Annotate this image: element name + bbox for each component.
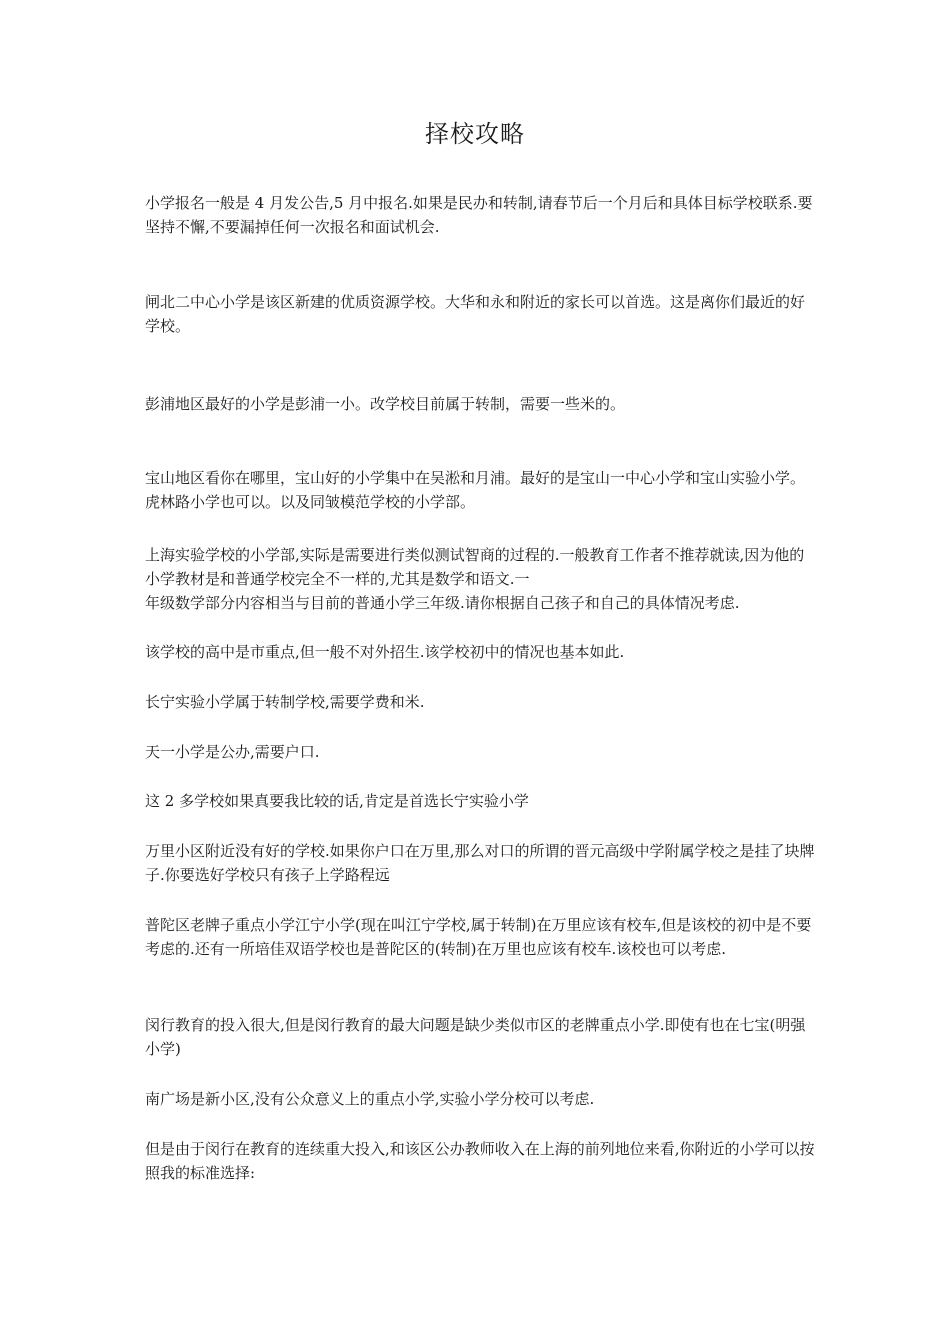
- paragraph-pengpu: 彭浦地区最好的小学是彭浦一小。改学校目前属于转制，需要一些米的。: [145, 395, 626, 413]
- paragraph-changning: 长宁实验小学属于转制学校,需要学费和米.: [145, 693, 425, 711]
- paragraph-shanghai-experimental: 上海实验学校的小学部,实际是需要进行类似测试智商的过程的.一般教育工作者不推荐就读,因为他的小学教材是和普通学校完全不一样的,尤其是数学和语文.一 年级数学部分内容相当与目前的普通小学三年级.请你根据自己孩子和自己的具体情况考虑.: [145, 546, 805, 612]
- paragraph-registration: 小学报名一般是 4 月发公告,5 月中报名.如果是民办和转制,请春节后一个月后和具体目标学校联系.要坚持不懈,不要漏掉任何一次报名和面试机会.: [145, 194, 813, 236]
- paragraph-comparison: 这 2 多学校如果真要我比较的话,肯定是首选长宁实验小学: [145, 792, 529, 810]
- paragraph-baoshan: 宝山地区看你在哪里，宝山好的小学集中在吴淞和月浦。最好的是宝山一中心小学和宝山实验小学。虎林路小学也可以。以及同皱模范学校的小学部。: [145, 469, 806, 511]
- paragraph-south-plaza: 南广场是新小区,没有公众意义上的重点小学,实验小学分校可以考虑.: [145, 1090, 595, 1108]
- paragraph-minhang: 闵行教育的投入很大,但是闵行教育的最大问题是缺少类似市区的老牌重点小学.即使有也在七宝(明强小学): [145, 1016, 806, 1058]
- paragraph-high-school: 该学校的高中是市重点,但一般不对外招生.该学校初中的情况也基本如此.: [145, 643, 625, 661]
- paragraph-wanli: 万里小区附近没有好的学校.如果你户口在万里,那么对口的所谓的晋元高级中学附属学校之是挂了块牌子.你要选好学校只有孩子上学路程远: [145, 842, 815, 884]
- paragraph-criteria: 但是由于闵行在教育的连续重大投入,和该区公办教师收入在上海的前列地位来看,你附近的小学可以按照我的标准选择:: [145, 1140, 815, 1182]
- paragraph-tianyi: 天一小学是公办,需要户口.: [145, 743, 320, 761]
- document-title: 择校攻略: [425, 120, 525, 148]
- paragraph-putuo: 普陀区老牌子重点小学江宁小学(现在叫江宁学校,属于转制)在万里应该有校车,但是该校的初中是不要考虑的.还有一所培佳双语学校也是普陀区的(转制)在万里也应该有校车.该校也可以考虑.: [145, 916, 812, 958]
- paragraph-zhabei: 闸北二中心小学是该区新建的优质资源学校。大华和永和附近的家长可以首选。这是离你们最近的好学校。: [145, 293, 806, 335]
